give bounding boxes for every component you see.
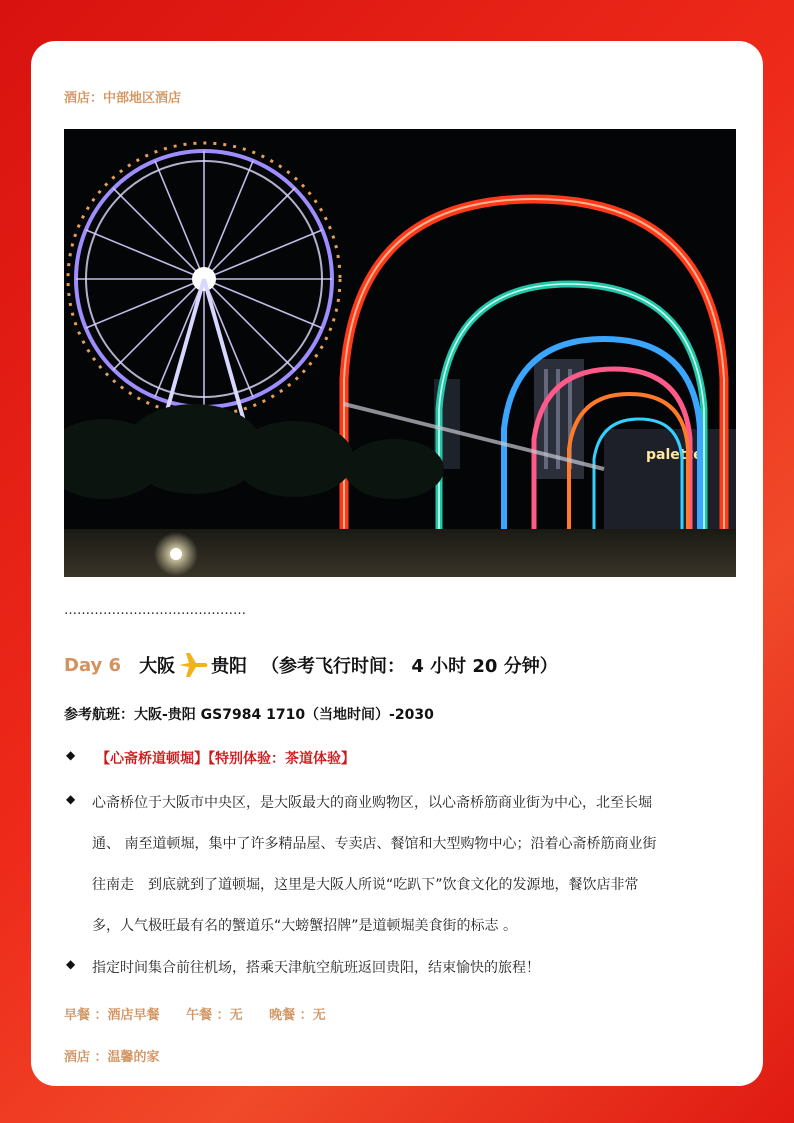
plane-icon	[177, 651, 209, 679]
palette-sign: palette	[646, 447, 703, 463]
flight-time-note: （参考飞行时间： 4 小时 20 分钟）	[261, 656, 558, 677]
diamond-bullet-icon: ◆	[66, 957, 76, 971]
lunch: 午餐 ：无	[186, 1008, 243, 1023]
diamond-bullet-icon: ◆	[66, 792, 76, 806]
description-line-4: 多，人气极旺最有名的蟹道乐“大螃蟹招牌”是道顿堀美食街的标志 。	[92, 918, 517, 934]
meals-line	[64, 1004, 348, 1023]
description-line-2: 通、 南至道顿堀，集中了许多精品屋、专卖店、餐馆和大型购物中心；沿着心斋桥筋商业街	[92, 836, 657, 852]
ferris-wheel-photo	[64, 129, 736, 577]
description-line-1: 心斋桥位于大阪市中央区，是大阪最大的商业购物区，以心斋桥筋商业街为中心，北至长堀	[92, 795, 652, 811]
day-label: Day 6	[64, 654, 122, 676]
breakfast: 早餐 ：酒店早餐	[64, 1008, 160, 1023]
attraction-title: 【心斋桥道顿堀】【特别体验：茶道体验】	[96, 751, 355, 767]
hotel-top: 酒店：中部地区酒店	[64, 91, 182, 106]
diamond-bullet-icon: ◆	[66, 748, 76, 762]
reference-flight: 参考航班：大阪-贵阳 GS7984 1710（当地时间）-2030	[64, 707, 434, 723]
dotted-separator: ……………………………………	[64, 603, 246, 618]
dinner: 晚餐 ：无	[269, 1008, 326, 1023]
destination-city: 贵阳	[211, 656, 248, 677]
day-heading	[64, 650, 558, 680]
final-itinerary-text: 指定时间集合前往机场，搭乘天津航空航班返回贵阳，结束愉快的旅程！	[92, 960, 540, 976]
night-scene-illustration	[64, 129, 736, 577]
description-line-3: 往南走 到底就到了道顿堀，这里是大阪人所说“吃趴下”饮食文化的发源地，餐饮店非常	[92, 877, 639, 893]
hotel-bottom: 酒店 ：温馨的家	[64, 1050, 160, 1065]
origin-city: 大阪	[139, 656, 176, 677]
